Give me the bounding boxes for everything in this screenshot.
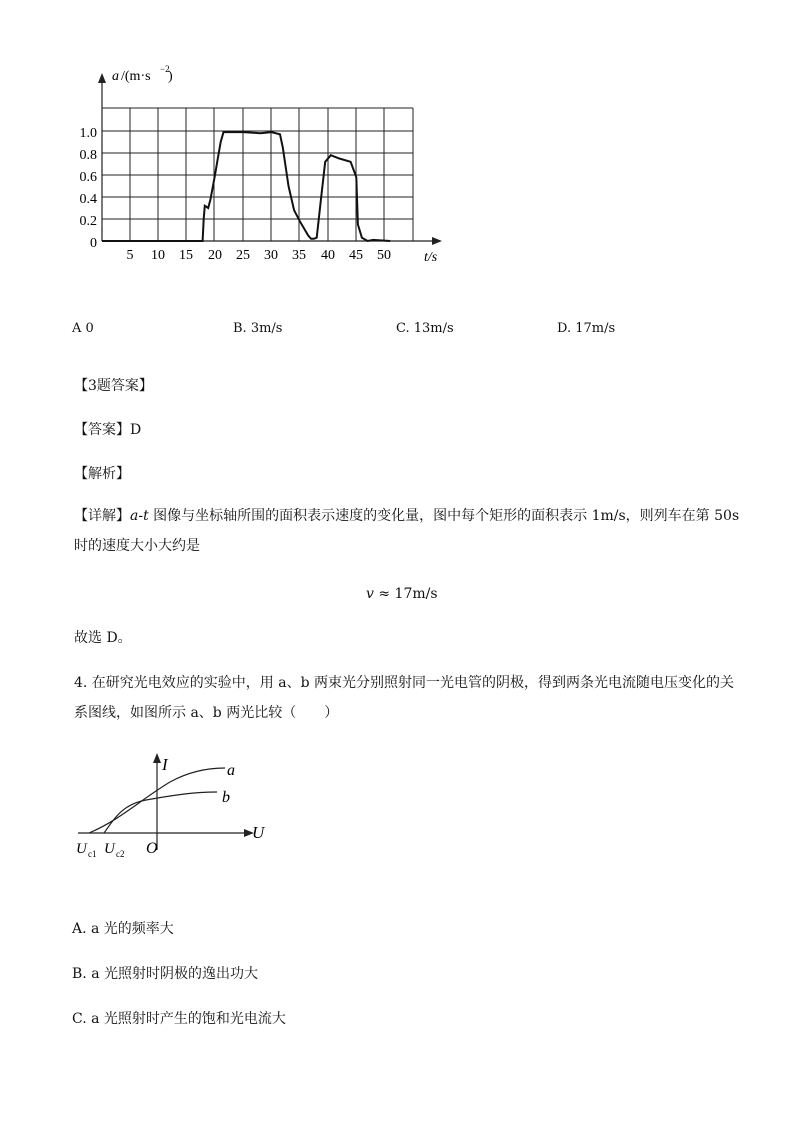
y-tick-label: 0.2 (79, 214, 97, 229)
acceleration-time-chart (0, 0, 794, 280)
y-tick-labels (80, 126, 98, 251)
x-tick-label: 25 (236, 248, 250, 263)
detail-tag: 【详解】 (74, 508, 130, 524)
q3-option-d: D. 17m/s (557, 321, 616, 336)
x-tick-label: 40 (321, 248, 335, 263)
y-tick-label: 0 (90, 236, 97, 251)
y-label-close: ) (168, 69, 173, 84)
q3-option-c: C. 13m/s (396, 321, 454, 336)
y-label-a: a (112, 69, 119, 84)
x-tick-label: 45 (349, 248, 363, 263)
answer-header: 【3题答案】 (74, 378, 153, 394)
conclusion: 故选 D。 (74, 630, 132, 646)
x-tick-label: 35 (292, 248, 306, 263)
q3-option-a: A 0 (72, 321, 94, 336)
origin-label: O (146, 840, 158, 857)
detail-italic-at: a-t (130, 508, 149, 524)
curve-b-label: b (222, 789, 230, 806)
detail-text: 图像与坐标轴所围的面积表示速度的变化量，图中每个矩形的面积表示 1m/s，则列车在第 50s (148, 508, 740, 524)
photoelectric-iu-graph (60, 740, 290, 865)
y-label-exponent: −2 (160, 64, 170, 74)
detail-line-2: 时的速度大小大约是 (74, 538, 200, 554)
velocity-equation (366, 580, 438, 608)
equation-rest: ≈ 17m/s (373, 586, 438, 602)
x-tick-label: 50 (377, 248, 391, 263)
q4-option-a: A. a 光的频率大 (72, 921, 174, 937)
q4-option-b: B. a 光照射时阴极的逸出功大 (72, 966, 258, 982)
uc2-subscript: c2 (116, 849, 125, 859)
x-tick-labels (127, 248, 392, 263)
equation-v: v (366, 586, 374, 602)
acceleration-curve (102, 132, 390, 241)
y-axis-label (112, 64, 173, 84)
q3-option-b: B. 3m/s (233, 321, 283, 336)
q4-stem-line-1: 4. 在研究光电效应的实验中，用 a、b 两束光分别照射同一光电管的阴极，得到两条光电流随电压变化的关 (74, 675, 735, 691)
y-label-unit: /(m·s (121, 69, 151, 84)
x-tick-label: 20 (208, 248, 222, 263)
curve-b (104, 792, 217, 833)
uc2-label: U (104, 841, 115, 857)
detail-line-1 (74, 502, 774, 530)
x-tick-label: 30 (264, 248, 278, 263)
x-tick-label: 15 (179, 248, 193, 263)
x-tick-label: 10 (151, 248, 165, 263)
y-tick-label: 0.6 (79, 170, 97, 185)
uc1-label: U (76, 841, 87, 857)
y-tick-label: 0.4 (79, 192, 97, 207)
analysis-header: 【解析】 (74, 466, 130, 482)
q4-stem-line-2: 系图线，如图所示 a、b 两光比较（ ） (74, 705, 339, 721)
uc1-subscript: c1 (88, 849, 97, 859)
y-tick-label: 1.0 (79, 126, 97, 141)
x-axis-label: t/s (424, 250, 438, 265)
axis-u-label: U (252, 823, 265, 842)
y-tick-label: 0.8 (79, 148, 97, 163)
chart-grid (102, 108, 413, 241)
q4-option-c: C. a 光照射时产生的饱和光电流大 (72, 1011, 286, 1027)
x-tick-label: 5 (126, 248, 134, 263)
curve-a-label: a (227, 762, 235, 779)
axis-i-label: I (162, 755, 168, 774)
answer-line: 【答案】D (74, 422, 142, 438)
